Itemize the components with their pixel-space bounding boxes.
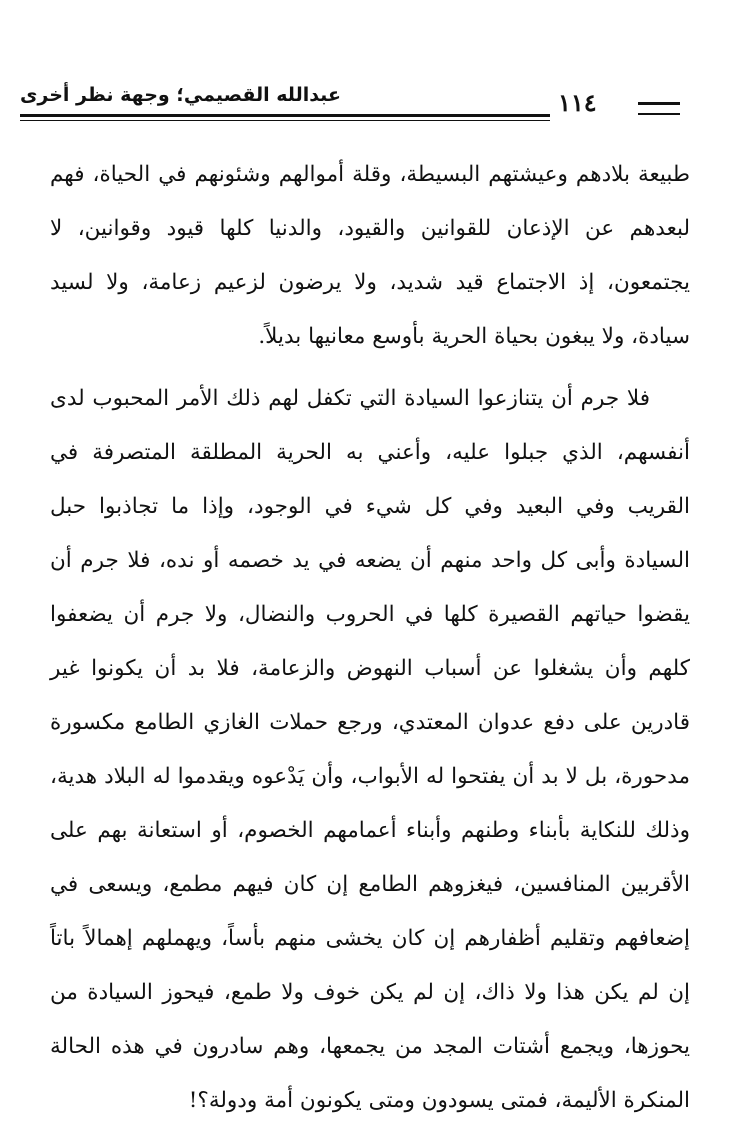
running-title: عبدالله القصيمي؛ وجهة نظر أخرى (20, 84, 341, 106)
page-number: ١١٤ (558, 88, 597, 117)
page-number-dash (638, 102, 680, 115)
paragraph: طبيعة بلادهم وعيشتهم البسيطة، وقلة أموالهم وشئونهم في الحياة، فهم لبعدهم عن الإذعان للقوانين والقيود، والدنيا كلها قيود وقوانين، لا يجتمعون، إذ الاجتماع قيد شديد، ولا يرضون لزعيم زعامة، ولا لسيد سيادة، ولا يبغون بحياة الحرية بأوسع معانيها بديلاً. (50, 162, 690, 349)
page-header (20, 84, 680, 124)
body-text (50, 148, 690, 1128)
paragraph: فلا جرم أن يتنازعوا السيادة التي تكفل لهم ذلك الأمر المحبوب لدى أنفسهم، الذي جبلوا عليه، وأعني به الحرية المطلقة المتصرفة في القريب وفي البعيد وفي كل شيء في الوجود، وإذا ما تجاذبوا حبل السيادة وأبى كل واحد منهم أن يضعه في يد خصمه أو نده، فلا جرم أن يقضوا حياتهم القصيرة كلها في الحروب والنضال، ولا جرم أن يضعفوا كلهم وأن يشغلوا عن أسباب النهوض والزعامة، فلا بد أن يكونوا غير قادرين على دفع عدوان المعتدي، ورجع حملات الغازي الطامع مكسورة مدحورة، بل لا بد أن يفتحوا له الأبواب، وأن يَدْعوه ويقدموا له البلاد هدية، وذلك للنكاية بأبناء وطنهم وأبناء أعمامهم الخصوم، أو استعانة بهم على الأقربين المنافسين، فيغزوهم الطامع إن كان فيهم مطمع، ويسعى في إضعافهم وتقليم أظفارهم إن كان يخشى منهم بأساً، ويهملهم إهمالاً باتاً إن لم يكن هذا ولا ذاك، إن لم يكن خوف ولا طمع، فيحوز السيادة من يحوزها، ويجمع أشتات المجد من يجمعها، وهم سادرون في هذه الحالة المنكرة الأليمة، فمتى يسودون ومتى يكونون أمة ودولة؟! (50, 386, 690, 1113)
header-rule (20, 114, 550, 121)
